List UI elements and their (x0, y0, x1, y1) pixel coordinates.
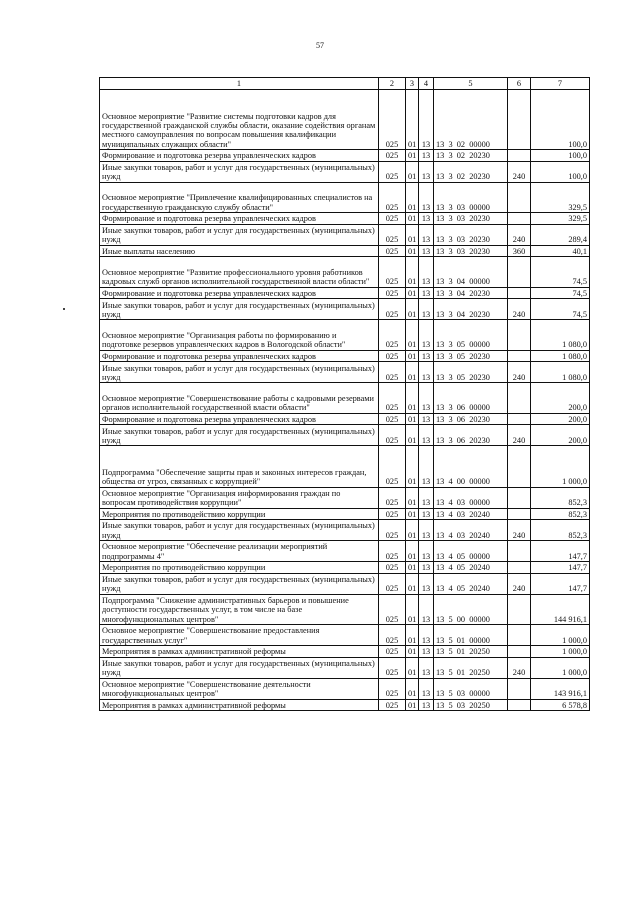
row-target-cell: 13 5 03 00000 (434, 678, 508, 699)
row-amount-cell: 1 000,0 (531, 646, 590, 658)
table-row (100, 625, 590, 646)
row-target-cell: 13 5 03 20250 (434, 699, 508, 711)
row-chapter-cell: 01 (406, 541, 419, 562)
row-expense-type-cell (508, 213, 531, 225)
row-name-cell: Формирование и подготовка резерва управленческих кадров (100, 213, 379, 225)
row-section-cell: 13 (419, 625, 434, 646)
row-expense-type-cell (508, 625, 531, 646)
row-expense-type-cell (508, 541, 531, 562)
row-code-cell: 025 (379, 699, 406, 711)
header-cell-section: 4 (419, 78, 434, 90)
row-code-cell: 025 (379, 573, 406, 594)
row-expense-type-cell: 240 (508, 520, 531, 541)
row-section-cell: 13 (419, 150, 434, 162)
row-amount-cell: 1 000,0 (531, 625, 590, 646)
row-amount-cell: 147,7 (531, 573, 590, 594)
row-section-cell: 13 (419, 362, 434, 383)
row-section-cell: 13 (419, 573, 434, 594)
table-row (100, 90, 590, 150)
row-amount-cell: 852,3 (531, 508, 590, 520)
row-section-cell: 13 (419, 90, 434, 150)
row-target-cell: 13 3 05 20230 (434, 362, 508, 383)
row-chapter-cell: 01 (406, 224, 419, 245)
row-chapter-cell: 01 (406, 646, 419, 658)
table-row (100, 245, 590, 257)
row-section-cell: 13 (419, 287, 434, 299)
table-row (100, 350, 590, 362)
row-expense-type-cell (508, 699, 531, 711)
table-row (100, 257, 590, 287)
row-chapter-cell: 01 (406, 350, 419, 362)
row-target-cell: 13 5 01 20250 (434, 657, 508, 678)
row-expense-type-cell (508, 446, 531, 487)
row-name-cell: Иные закупки товаров, работ и услуг для государственных (муниципальных) нужд (100, 657, 379, 678)
table-row (100, 287, 590, 299)
header-cell-chapter: 3 (406, 78, 419, 90)
row-section-cell: 13 (419, 699, 434, 711)
row-expense-type-cell: 240 (508, 573, 531, 594)
row-code-cell: 025 (379, 224, 406, 245)
row-target-cell: 13 3 06 20230 (434, 413, 508, 425)
row-code-cell: 025 (379, 520, 406, 541)
row-code-cell: 025 (379, 350, 406, 362)
row-chapter-cell: 01 (406, 182, 419, 212)
row-code-cell: 025 (379, 425, 406, 446)
table-row (100, 413, 590, 425)
row-target-cell: 13 4 05 20240 (434, 573, 508, 594)
row-target-cell: 13 4 05 00000 (434, 541, 508, 562)
row-section-cell: 13 (419, 562, 434, 574)
header-cell-code: 2 (379, 78, 406, 90)
row-name-cell: Мероприятия в рамках административной реформы (100, 699, 379, 711)
row-target-cell: 13 3 04 20230 (434, 299, 508, 320)
row-amount-cell: 6 578,8 (531, 699, 590, 711)
row-target-cell: 13 3 02 20230 (434, 161, 508, 182)
row-code-cell: 025 (379, 594, 406, 624)
row-expense-type-cell: 240 (508, 657, 531, 678)
row-chapter-cell: 01 (406, 699, 419, 711)
row-amount-cell: 200,0 (531, 413, 590, 425)
header-cell-name: 1 (100, 78, 379, 90)
row-chapter-cell: 01 (406, 562, 419, 574)
header-row (100, 78, 590, 90)
row-section-cell: 13 (419, 594, 434, 624)
row-section-cell: 13 (419, 257, 434, 287)
row-expense-type-cell (508, 562, 531, 574)
row-target-cell: 13 3 03 20230 (434, 224, 508, 245)
row-chapter-cell: 01 (406, 362, 419, 383)
row-expense-type-cell (508, 90, 531, 150)
row-code-cell: 025 (379, 508, 406, 520)
row-target-cell: 13 4 03 00000 (434, 487, 508, 508)
row-amount-cell: 329,5 (531, 182, 590, 212)
header-cell-target: 5 (434, 78, 508, 90)
row-expense-type-cell (508, 678, 531, 699)
table-row (100, 520, 590, 541)
table-row (100, 150, 590, 162)
header-cell-expense-type: 6 (508, 78, 531, 90)
row-target-cell: 13 5 01 00000 (434, 625, 508, 646)
row-chapter-cell: 01 (406, 594, 419, 624)
row-target-cell: 13 3 03 00000 (434, 182, 508, 212)
row-code-cell: 025 (379, 320, 406, 350)
row-code-cell: 025 (379, 90, 406, 150)
row-chapter-cell: 01 (406, 90, 419, 150)
row-target-cell: 13 3 06 00000 (434, 383, 508, 413)
row-code-cell: 025 (379, 362, 406, 383)
row-target-cell: 13 3 03 20230 (434, 245, 508, 257)
row-name-cell: Формирование и подготовка резерва управленческих кадров (100, 287, 379, 299)
row-section-cell: 13 (419, 425, 434, 446)
row-name-cell: Иные закупки товаров, работ и услуг для государственных (муниципальных) нужд (100, 425, 379, 446)
row-target-cell: 13 3 06 20230 (434, 425, 508, 446)
row-amount-cell: 852,3 (531, 520, 590, 541)
row-expense-type-cell (508, 487, 531, 508)
row-amount-cell: 144 916,1 (531, 594, 590, 624)
row-expense-type-cell: 240 (508, 161, 531, 182)
row-amount-cell: 1 080,0 (531, 350, 590, 362)
row-amount-cell: 289,4 (531, 224, 590, 245)
row-amount-cell: 74,5 (531, 287, 590, 299)
row-target-cell: 13 5 00 00000 (434, 594, 508, 624)
row-name-cell: Основное мероприятие "Развитие системы подготовки кадров для государственной гражданской службы области, оказание содействия органам местного самоуправления по вопросам повышения квалификации муниципальных служащих области" (100, 90, 379, 150)
row-name-cell: Основное мероприятие "Обеспечение реализации мероприятий подпрограммы 4" (100, 541, 379, 562)
table-row (100, 508, 590, 520)
table-body (100, 90, 590, 711)
row-code-cell: 025 (379, 646, 406, 658)
row-code-cell: 025 (379, 541, 406, 562)
row-expense-type-cell: 240 (508, 425, 531, 446)
row-name-cell: Иные закупки товаров, работ и услуг для государственных (муниципальных) нужд (100, 161, 379, 182)
row-section-cell: 13 (419, 245, 434, 257)
row-expense-type-cell (508, 287, 531, 299)
row-amount-cell: 40,1 (531, 245, 590, 257)
row-name-cell: Формирование и подготовка резерва управленческих кадров (100, 413, 379, 425)
row-section-cell: 13 (419, 413, 434, 425)
row-section-cell: 13 (419, 678, 434, 699)
row-section-cell: 13 (419, 446, 434, 487)
row-code-cell: 025 (379, 413, 406, 425)
row-name-cell: Мероприятия по противодействию коррупции (100, 508, 379, 520)
row-target-cell: 13 4 03 20240 (434, 508, 508, 520)
row-section-cell: 13 (419, 320, 434, 350)
row-section-cell: 13 (419, 161, 434, 182)
row-expense-type-cell (508, 350, 531, 362)
row-name-cell: Формирование и подготовка резерва управленческих кадров (100, 350, 379, 362)
table-row (100, 487, 590, 508)
row-code-cell: 025 (379, 287, 406, 299)
row-code-cell: 025 (379, 487, 406, 508)
table-row (100, 594, 590, 624)
table-row (100, 646, 590, 658)
row-code-cell: 025 (379, 446, 406, 487)
row-target-cell: 13 3 02 00000 (434, 90, 508, 150)
row-name-cell: Иные закупки товаров, работ и услуг для государственных (муниципальных) нужд (100, 224, 379, 245)
row-section-cell: 13 (419, 350, 434, 362)
header-cell-amount: 7 (531, 78, 590, 90)
budget-table (99, 77, 590, 711)
row-expense-type-cell (508, 383, 531, 413)
row-name-cell: Основное мероприятие "Совершенствование деятельности многофункциональных центров" (100, 678, 379, 699)
row-section-cell: 13 (419, 508, 434, 520)
row-chapter-cell: 01 (406, 508, 419, 520)
row-name-cell: Подпрограмма "Обеспечение защиты прав и законных интересов граждан, общества от угроз, связанных с коррупцией" (100, 446, 379, 487)
row-chapter-cell: 01 (406, 625, 419, 646)
table-row (100, 161, 590, 182)
row-target-cell: 13 3 02 20230 (434, 150, 508, 162)
row-target-cell: 13 3 04 00000 (434, 257, 508, 287)
table-row (100, 425, 590, 446)
row-chapter-cell: 01 (406, 245, 419, 257)
row-target-cell: 13 4 03 20240 (434, 520, 508, 541)
row-name-cell: Иные закупки товаров, работ и услуг для государственных (муниципальных) нужд (100, 573, 379, 594)
row-amount-cell: 1 080,0 (531, 362, 590, 383)
row-code-cell: 025 (379, 383, 406, 413)
row-amount-cell: 200,0 (531, 425, 590, 446)
row-chapter-cell: 01 (406, 150, 419, 162)
page-number: 57 (316, 41, 324, 50)
row-expense-type-cell (508, 594, 531, 624)
row-name-cell: Основное мероприятие "Совершенствование предоставления государственных услуг" (100, 625, 379, 646)
table-row (100, 383, 590, 413)
row-target-cell: 13 5 01 20250 (434, 646, 508, 658)
row-code-cell: 025 (379, 245, 406, 257)
row-section-cell: 13 (419, 224, 434, 245)
row-name-cell: Основное мероприятие "Организация информирования граждан по вопросам противодействия коррупции" (100, 487, 379, 508)
row-section-cell: 13 (419, 182, 434, 212)
row-name-cell: Мероприятия в рамках административной реформы (100, 646, 379, 658)
row-expense-type-cell: 240 (508, 224, 531, 245)
row-chapter-cell: 01 (406, 287, 419, 299)
row-target-cell: 13 3 05 20230 (434, 350, 508, 362)
row-section-cell: 13 (419, 541, 434, 562)
row-chapter-cell: 01 (406, 520, 419, 541)
row-amount-cell: 1 000,0 (531, 446, 590, 487)
row-code-cell: 025 (379, 678, 406, 699)
row-expense-type-cell: 240 (508, 362, 531, 383)
row-name-cell: Подпрограмма "Снижение административных барьеров и повышение доступности государственных услуг, в том числе на базе многофункциональных центров" (100, 594, 379, 624)
row-amount-cell: 100,0 (531, 161, 590, 182)
row-section-cell: 13 (419, 520, 434, 541)
row-expense-type-cell (508, 413, 531, 425)
table-row (100, 446, 590, 487)
row-target-cell: 13 3 03 20230 (434, 213, 508, 225)
row-amount-cell: 200,0 (531, 383, 590, 413)
table-row (100, 699, 590, 711)
table-row (100, 213, 590, 225)
row-section-cell: 13 (419, 213, 434, 225)
row-amount-cell: 852,3 (531, 487, 590, 508)
row-name-cell: Формирование и подготовка резерва управленческих кадров (100, 150, 379, 162)
row-target-cell: 13 3 05 00000 (434, 320, 508, 350)
row-chapter-cell: 01 (406, 320, 419, 350)
row-amount-cell: 147,7 (531, 541, 590, 562)
row-chapter-cell: 01 (406, 678, 419, 699)
row-expense-type-cell: 360 (508, 245, 531, 257)
row-amount-cell: 329,5 (531, 213, 590, 225)
row-section-cell: 13 (419, 657, 434, 678)
row-expense-type-cell (508, 508, 531, 520)
row-target-cell: 13 4 00 00000 (434, 446, 508, 487)
table-row (100, 678, 590, 699)
row-section-cell: 13 (419, 299, 434, 320)
row-code-cell: 025 (379, 562, 406, 574)
row-chapter-cell: 01 (406, 299, 419, 320)
row-code-cell: 025 (379, 257, 406, 287)
row-section-cell: 13 (419, 646, 434, 658)
row-expense-type-cell (508, 646, 531, 658)
row-section-cell: 13 (419, 487, 434, 508)
row-target-cell: 13 3 04 20230 (434, 287, 508, 299)
row-amount-cell: 100,0 (531, 150, 590, 162)
row-name-cell: Иные закупки товаров, работ и услуг для государственных (муниципальных) нужд (100, 362, 379, 383)
table-row (100, 573, 590, 594)
row-chapter-cell: 01 (406, 573, 419, 594)
row-chapter-cell: 01 (406, 213, 419, 225)
row-amount-cell: 1 080,0 (531, 320, 590, 350)
scan-speck (63, 308, 65, 310)
row-expense-type-cell (508, 257, 531, 287)
row-chapter-cell: 01 (406, 161, 419, 182)
row-expense-type-cell (508, 150, 531, 162)
row-name-cell: Основное мероприятие "Привлечение квалифицированных специалистов на государственную гражданскую службу области" (100, 182, 379, 212)
row-chapter-cell: 01 (406, 257, 419, 287)
row-expense-type-cell (508, 320, 531, 350)
row-target-cell: 13 4 05 20240 (434, 562, 508, 574)
row-chapter-cell: 01 (406, 425, 419, 446)
table-row (100, 299, 590, 320)
table-row (100, 657, 590, 678)
row-name-cell: Основное мероприятие "Развитие профессионального уровня работников кадровых служб органов исполнительной государственной власти области" (100, 257, 379, 287)
row-expense-type-cell (508, 182, 531, 212)
row-code-cell: 025 (379, 625, 406, 646)
row-expense-type-cell: 240 (508, 299, 531, 320)
row-name-cell: Основное мероприятие "Совершенствование работы с кадровыми резервами органов исполнительной государственной власти области" (100, 383, 379, 413)
row-amount-cell: 147,7 (531, 562, 590, 574)
table-row (100, 224, 590, 245)
table-row (100, 562, 590, 574)
row-name-cell: Иные выплаты населению (100, 245, 379, 257)
table-row (100, 541, 590, 562)
row-amount-cell: 143 916,1 (531, 678, 590, 699)
row-amount-cell: 1 000,0 (531, 657, 590, 678)
row-name-cell: Иные закупки товаров, работ и услуг для государственных (муниципальных) нужд (100, 520, 379, 541)
row-amount-cell: 74,5 (531, 299, 590, 320)
row-chapter-cell: 01 (406, 446, 419, 487)
row-code-cell: 025 (379, 299, 406, 320)
row-chapter-cell: 01 (406, 383, 419, 413)
row-name-cell: Мероприятия по противодействию коррупции (100, 562, 379, 574)
row-code-cell: 025 (379, 213, 406, 225)
row-amount-cell: 100,0 (531, 90, 590, 150)
row-code-cell: 025 (379, 161, 406, 182)
row-amount-cell: 74,5 (531, 257, 590, 287)
row-code-cell: 025 (379, 657, 406, 678)
row-chapter-cell: 01 (406, 487, 419, 508)
row-chapter-cell: 01 (406, 413, 419, 425)
row-section-cell: 13 (419, 383, 434, 413)
row-chapter-cell: 01 (406, 657, 419, 678)
row-code-cell: 025 (379, 150, 406, 162)
row-code-cell: 025 (379, 182, 406, 212)
table-row (100, 182, 590, 212)
row-name-cell: Основное мероприятие "Организация работы по формированию и подготовке резервов управленческих кадров в Вологодской области" (100, 320, 379, 350)
table-row (100, 320, 590, 350)
row-name-cell: Иные закупки товаров, работ и услуг для государственных (муниципальных) нужд (100, 299, 379, 320)
table-row (100, 362, 590, 383)
